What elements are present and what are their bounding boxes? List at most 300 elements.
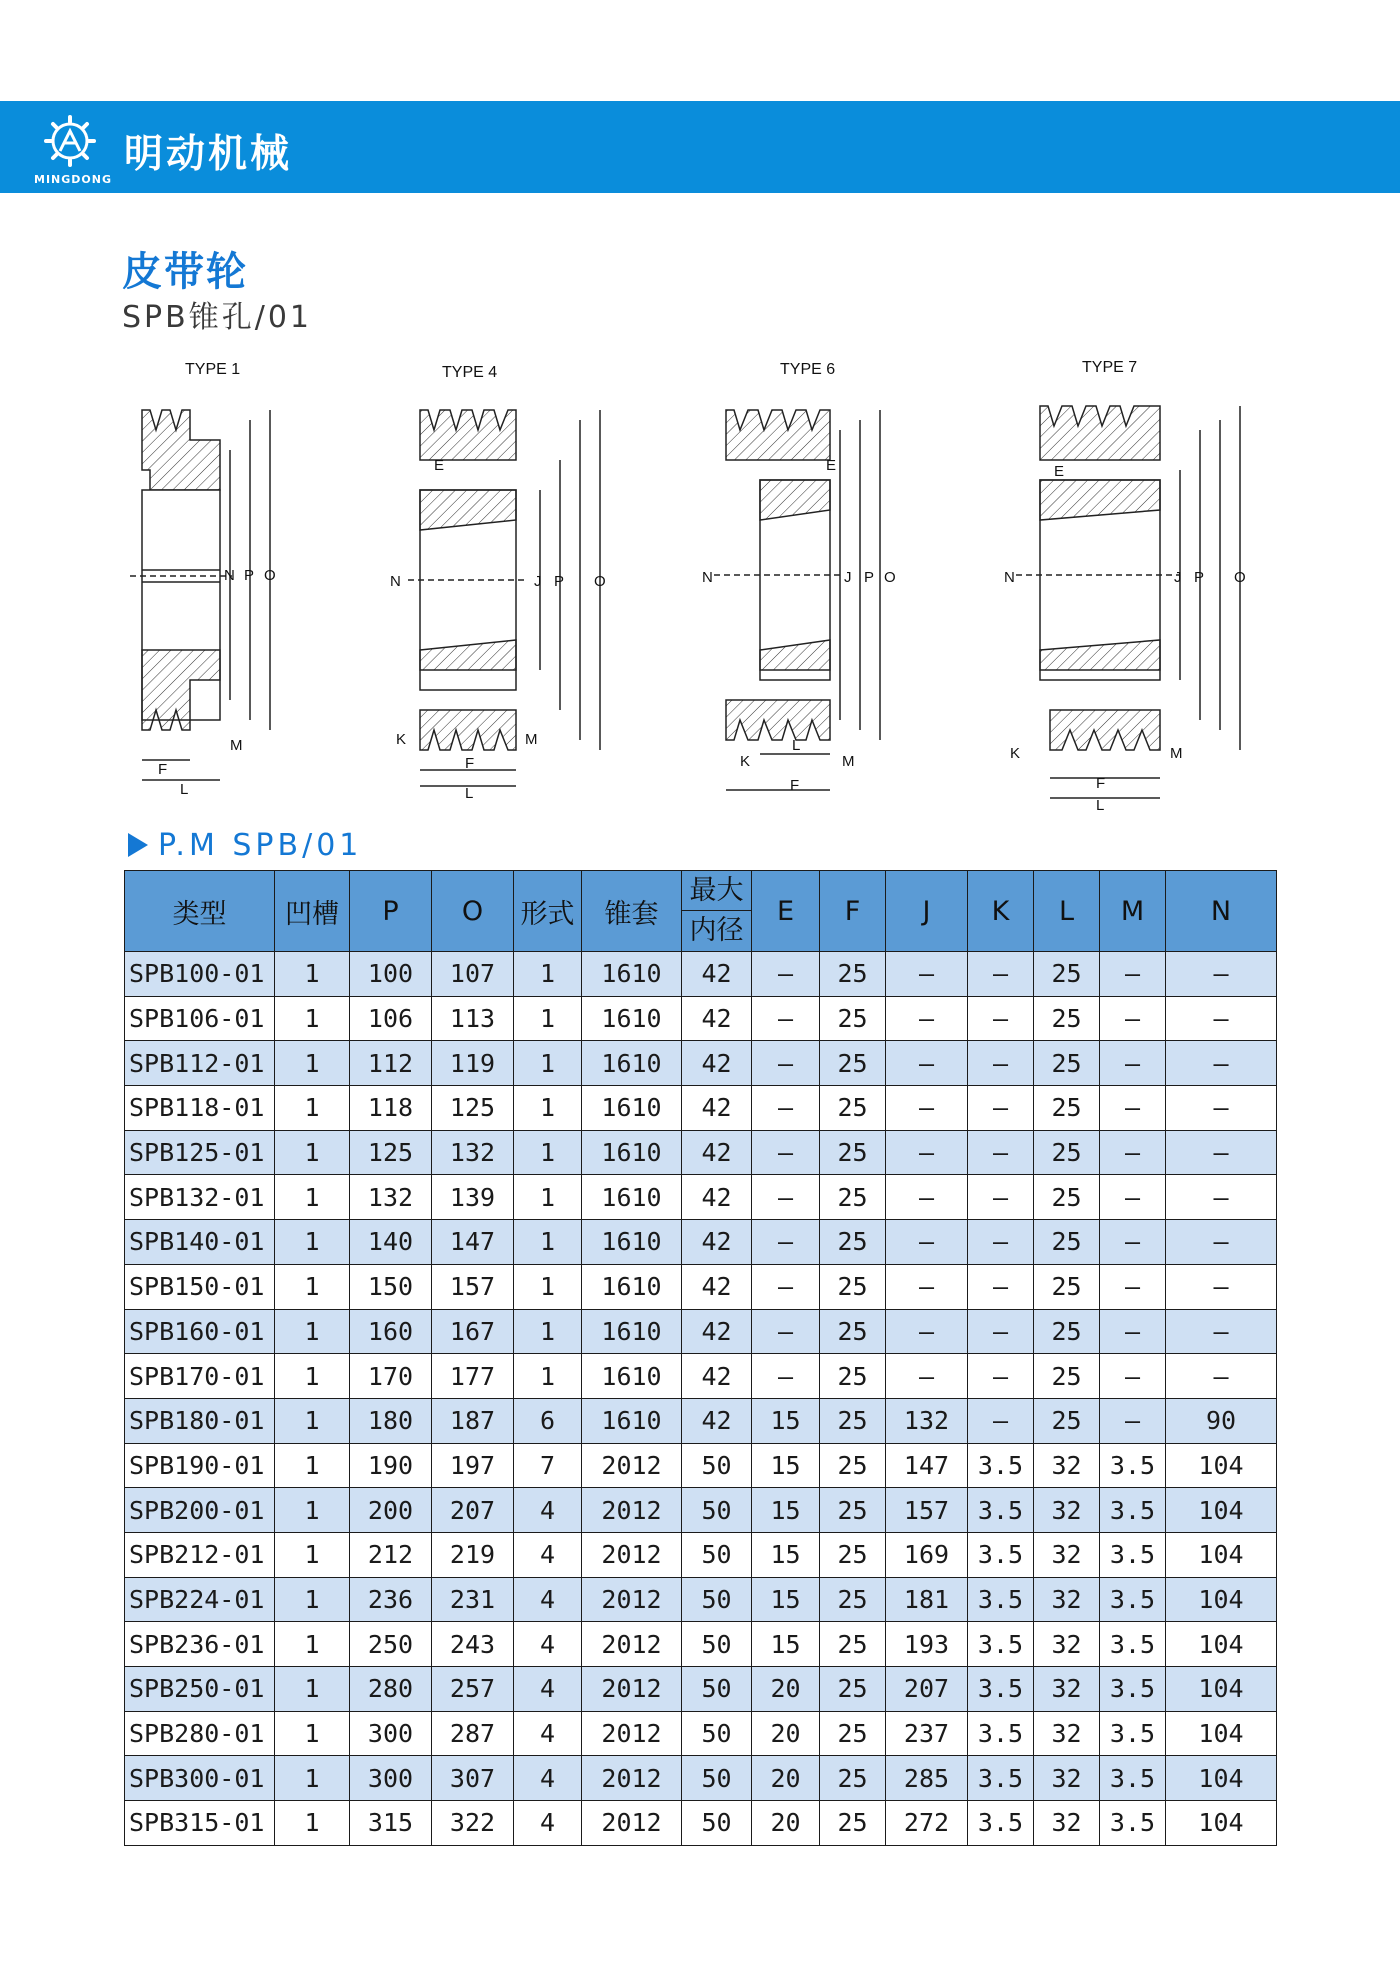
table-cell: 25 xyxy=(820,952,886,997)
technical-drawings xyxy=(120,350,1310,820)
table-cell: 1610 xyxy=(582,1041,682,1086)
table-cell: 42 xyxy=(682,1220,752,1265)
table-cell: — xyxy=(886,1354,968,1399)
col-header: J xyxy=(886,871,968,952)
col-header-bottom: 内径 xyxy=(689,915,744,946)
table-cell: 4 xyxy=(514,1622,582,1667)
svg-text:L: L xyxy=(180,781,189,798)
table-cell: — xyxy=(752,1130,820,1175)
col-header: 类型 xyxy=(125,871,275,952)
table-cell: 200 xyxy=(350,1488,432,1533)
table-cell: 169 xyxy=(886,1532,968,1577)
table-cell: — xyxy=(886,1041,968,1086)
table-cell: 139 xyxy=(432,1175,514,1220)
table-row xyxy=(125,1667,1277,1712)
table-cell: 106 xyxy=(350,996,432,1041)
table-cell: 1 xyxy=(275,1532,350,1577)
table-cell: 1 xyxy=(514,996,582,1041)
table-cell: — xyxy=(968,952,1034,997)
table-cell: 257 xyxy=(432,1667,514,1712)
section-heading xyxy=(128,828,362,863)
table-cell: — xyxy=(886,1264,968,1309)
table-cell: 197 xyxy=(432,1443,514,1488)
svg-text:L: L xyxy=(1096,797,1105,814)
svg-text:N: N xyxy=(1004,569,1015,586)
table-cell: — xyxy=(968,996,1034,1041)
table-cell: — xyxy=(968,1264,1034,1309)
table-cell: 104 xyxy=(1166,1667,1277,1712)
table-cell: 25 xyxy=(820,1756,886,1801)
section-title: P.M SPB/01 xyxy=(158,828,363,863)
model-cell: SPB180-01 xyxy=(125,1398,275,1443)
table-cell: — xyxy=(968,1398,1034,1443)
product-title: 皮带轮 xyxy=(122,249,248,295)
model-cell: SPB190-01 xyxy=(125,1443,275,1488)
table-row xyxy=(125,1041,1277,1086)
table-cell: — xyxy=(752,1175,820,1220)
table-cell: 4 xyxy=(514,1711,582,1756)
table-cell: 25 xyxy=(820,1711,886,1756)
table-cell: 7 xyxy=(514,1443,582,1488)
svg-text:L: L xyxy=(465,785,474,802)
col-header: O xyxy=(432,871,514,952)
table-row xyxy=(125,1264,1277,1309)
table-cell: 25 xyxy=(820,1667,886,1712)
col-header: 锥套 xyxy=(582,871,682,952)
table-cell: 104 xyxy=(1166,1532,1277,1577)
table-cell: 25 xyxy=(1034,1220,1100,1265)
table-cell: 1610 xyxy=(582,1264,682,1309)
table-row xyxy=(125,1309,1277,1354)
table-cell: 160 xyxy=(350,1309,432,1354)
svg-text:M: M xyxy=(525,731,538,748)
table-cell: 25 xyxy=(1034,1086,1100,1131)
table-cell: 25 xyxy=(1034,1264,1100,1309)
svg-text:K: K xyxy=(396,731,407,748)
model-cell: SPB112-01 xyxy=(125,1041,275,1086)
table-cell: 1 xyxy=(275,1622,350,1667)
table-cell: 50 xyxy=(682,1756,752,1801)
table-cell: 1 xyxy=(275,1756,350,1801)
table-cell: 2012 xyxy=(582,1577,682,1622)
triangle-bullet-icon xyxy=(128,833,148,857)
table-cell: 20 xyxy=(752,1801,820,1846)
table-row xyxy=(125,996,1277,1041)
table-cell: — xyxy=(968,1354,1034,1399)
table-row xyxy=(125,1220,1277,1265)
table-cell: 1 xyxy=(275,1711,350,1756)
table-cell: 112 xyxy=(350,1041,432,1086)
table-cell: 237 xyxy=(886,1711,968,1756)
table-cell: 157 xyxy=(432,1264,514,1309)
svg-text:N: N xyxy=(702,569,713,586)
table-row xyxy=(125,1577,1277,1622)
table-cell: 3.5 xyxy=(968,1801,1034,1846)
table-cell: 150 xyxy=(350,1264,432,1309)
table-cell: 50 xyxy=(682,1577,752,1622)
table-cell: 104 xyxy=(1166,1577,1277,1622)
table-cell: 132 xyxy=(350,1175,432,1220)
table-cell: 119 xyxy=(432,1041,514,1086)
table-cell: 15 xyxy=(752,1577,820,1622)
svg-text:O: O xyxy=(264,567,276,584)
table-cell: 300 xyxy=(350,1711,432,1756)
col-header: E xyxy=(752,871,820,952)
table-cell: 3.5 xyxy=(968,1577,1034,1622)
header-band xyxy=(0,101,1400,193)
svg-text:E: E xyxy=(826,457,837,474)
table-cell: 25 xyxy=(820,1488,886,1533)
table-cell: 231 xyxy=(432,1577,514,1622)
table-cell: 4 xyxy=(514,1532,582,1577)
table-cell: 1 xyxy=(514,1086,582,1131)
model-cell: SPB118-01 xyxy=(125,1086,275,1131)
table-cell: 3.5 xyxy=(968,1711,1034,1756)
table-cell: — xyxy=(1166,1086,1277,1131)
table-cell: 207 xyxy=(886,1667,968,1712)
model-cell: SPB224-01 xyxy=(125,1577,275,1622)
type1-label: TYPE 1 xyxy=(185,361,241,378)
table-cell: 3.5 xyxy=(968,1532,1034,1577)
table-cell: 1 xyxy=(275,1354,350,1399)
table-row xyxy=(125,1488,1277,1533)
table-cell: 177 xyxy=(432,1354,514,1399)
table-cell: 25 xyxy=(820,1801,886,1846)
table-cell: — xyxy=(1166,1309,1277,1354)
table-row xyxy=(125,1756,1277,1801)
table-cell: 25 xyxy=(820,1175,886,1220)
table-cell: 1610 xyxy=(582,996,682,1041)
table-row xyxy=(125,1398,1277,1443)
table-cell: 25 xyxy=(820,1443,886,1488)
table-cell: 193 xyxy=(886,1622,968,1667)
table-cell: 207 xyxy=(432,1488,514,1533)
table-row xyxy=(125,1622,1277,1667)
table-row xyxy=(125,1130,1277,1175)
table-cell: 113 xyxy=(432,996,514,1041)
svg-text:P: P xyxy=(554,573,565,590)
spec-table xyxy=(124,870,1277,1846)
table-cell: 1 xyxy=(275,1264,350,1309)
type7-label: TYPE 7 xyxy=(1082,359,1138,376)
table-cell: 285 xyxy=(886,1756,968,1801)
table-cell: 287 xyxy=(432,1711,514,1756)
table-cell: 25 xyxy=(820,1220,886,1265)
table-cell: 125 xyxy=(432,1086,514,1131)
table-cell: — xyxy=(968,1309,1034,1354)
table-cell: 125 xyxy=(350,1130,432,1175)
svg-text:M: M xyxy=(1170,745,1183,762)
table-cell: 42 xyxy=(682,1086,752,1131)
table-cell: — xyxy=(752,996,820,1041)
table-cell: — xyxy=(1100,1264,1166,1309)
table-cell: 4 xyxy=(514,1488,582,1533)
table-cell: 1610 xyxy=(582,1175,682,1220)
table-cell: 15 xyxy=(752,1532,820,1577)
table-cell: — xyxy=(1166,1354,1277,1399)
table-cell: 170 xyxy=(350,1354,432,1399)
svg-text:O: O xyxy=(1234,569,1246,586)
table-cell: 1610 xyxy=(582,1220,682,1265)
table-cell: 1 xyxy=(275,1086,350,1131)
table-cell: — xyxy=(1100,1086,1166,1131)
col-header: 凹槽 xyxy=(275,871,350,952)
logo-word: MINGDONG xyxy=(34,173,112,186)
table-cell: 3.5 xyxy=(1100,1756,1166,1801)
table-cell: 90 xyxy=(1166,1398,1277,1443)
table-cell: — xyxy=(1100,1309,1166,1354)
table-cell: 1 xyxy=(275,1220,350,1265)
col-header: N xyxy=(1166,871,1277,952)
table-cell: 107 xyxy=(432,952,514,997)
table-cell: 1610 xyxy=(582,952,682,997)
table-cell: 147 xyxy=(432,1220,514,1265)
table-cell: — xyxy=(752,1086,820,1131)
svg-text:K: K xyxy=(740,753,751,770)
col-header-top: 最大 xyxy=(682,871,751,911)
table-cell: — xyxy=(1100,1130,1166,1175)
table-cell: 42 xyxy=(682,1041,752,1086)
table-cell: 25 xyxy=(1034,1398,1100,1443)
table-cell: 1 xyxy=(275,1130,350,1175)
svg-text:L: L xyxy=(792,737,801,754)
table-cell: 3.5 xyxy=(1100,1532,1166,1577)
table-cell: — xyxy=(886,996,968,1041)
svg-text:M: M xyxy=(842,753,855,770)
table-cell: 272 xyxy=(886,1801,968,1846)
table-cell: 15 xyxy=(752,1488,820,1533)
table-cell: 25 xyxy=(820,1577,886,1622)
table-cell: 3.5 xyxy=(968,1443,1034,1488)
pulley-drawings-svg xyxy=(120,350,1310,820)
table-cell: 104 xyxy=(1166,1801,1277,1846)
table-cell: 280 xyxy=(350,1667,432,1712)
svg-text:O: O xyxy=(594,573,606,590)
col-header: 形式 xyxy=(514,871,582,952)
svg-text:E: E xyxy=(1054,463,1065,480)
svg-text:K: K xyxy=(1010,745,1021,762)
model-cell: SPB300-01 xyxy=(125,1756,275,1801)
model-cell: SPB100-01 xyxy=(125,952,275,997)
table-cell: — xyxy=(968,1220,1034,1265)
table-cell: 32 xyxy=(1034,1443,1100,1488)
table-cell: 2012 xyxy=(582,1488,682,1533)
table-cell: 3.5 xyxy=(1100,1577,1166,1622)
table-cell: — xyxy=(1100,1354,1166,1399)
table-cell: — xyxy=(1166,1130,1277,1175)
table-cell: — xyxy=(1166,996,1277,1041)
table-cell: 2012 xyxy=(582,1667,682,1712)
table-cell: 1 xyxy=(275,1309,350,1354)
table-cell: — xyxy=(886,1175,968,1220)
table-cell: 219 xyxy=(432,1532,514,1577)
table-cell: 236 xyxy=(350,1577,432,1622)
table-cell: 1610 xyxy=(582,1309,682,1354)
table-cell: 104 xyxy=(1166,1443,1277,1488)
table-cell: 42 xyxy=(682,1264,752,1309)
table-cell: — xyxy=(968,1086,1034,1131)
table-cell: 50 xyxy=(682,1443,752,1488)
table-cell: 132 xyxy=(886,1398,968,1443)
table-row xyxy=(125,1711,1277,1756)
svg-text:P: P xyxy=(244,567,255,584)
table-cell: 15 xyxy=(752,1398,820,1443)
table-cell: 315 xyxy=(350,1801,432,1846)
model-cell: SPB315-01 xyxy=(125,1801,275,1846)
table-cell: 1 xyxy=(275,1398,350,1443)
table-cell: 3.5 xyxy=(968,1488,1034,1533)
table-cell: 1 xyxy=(514,1309,582,1354)
table-cell: — xyxy=(886,1309,968,1354)
model-cell: SPB160-01 xyxy=(125,1309,275,1354)
table-cell: 187 xyxy=(432,1398,514,1443)
table-cell: 32 xyxy=(1034,1756,1100,1801)
model-cell: SPB140-01 xyxy=(125,1220,275,1265)
table-cell: 250 xyxy=(350,1622,432,1667)
table-row xyxy=(125,1086,1277,1131)
model-cell: SPB106-01 xyxy=(125,996,275,1041)
table-cell: 307 xyxy=(432,1756,514,1801)
table-row xyxy=(125,1532,1277,1577)
table-cell: 50 xyxy=(682,1711,752,1756)
table-cell: — xyxy=(752,1354,820,1399)
table-cell: 50 xyxy=(682,1488,752,1533)
model-cell: SPB200-01 xyxy=(125,1488,275,1533)
table-cell: 15 xyxy=(752,1443,820,1488)
table-cell: — xyxy=(886,1220,968,1265)
table-cell: 1 xyxy=(275,952,350,997)
table-cell: — xyxy=(1166,1264,1277,1309)
table-cell: 42 xyxy=(682,1130,752,1175)
table-cell: 32 xyxy=(1034,1532,1100,1577)
table-cell: — xyxy=(1100,1398,1166,1443)
table-cell: 25 xyxy=(1034,1175,1100,1220)
table-row xyxy=(125,1175,1277,1220)
product-subtitle: SPB锥孔/01 xyxy=(122,300,312,335)
table-cell: 3.5 xyxy=(1100,1801,1166,1846)
col-header: M xyxy=(1100,871,1166,952)
table-cell: 243 xyxy=(432,1622,514,1667)
table-cell: — xyxy=(1166,1041,1277,1086)
table-cell: 3.5 xyxy=(968,1756,1034,1801)
table-cell: — xyxy=(968,1041,1034,1086)
table-cell: 132 xyxy=(432,1130,514,1175)
table-cell: — xyxy=(1166,1175,1277,1220)
table-cell: 2012 xyxy=(582,1532,682,1577)
table-cell: 104 xyxy=(1166,1756,1277,1801)
table-cell: 157 xyxy=(886,1488,968,1533)
table-cell: 2012 xyxy=(582,1443,682,1488)
type6-label: TYPE 6 xyxy=(780,361,836,378)
table-cell: 32 xyxy=(1034,1488,1100,1533)
table-cell: 3.5 xyxy=(1100,1488,1166,1533)
table-cell: 100 xyxy=(350,952,432,997)
model-cell: SPB212-01 xyxy=(125,1532,275,1577)
table-cell: 181 xyxy=(886,1577,968,1622)
table-cell: 42 xyxy=(682,996,752,1041)
table-cell: 300 xyxy=(350,1756,432,1801)
table-cell: 42 xyxy=(682,1175,752,1220)
table-cell: — xyxy=(1166,952,1277,997)
model-cell: SPB150-01 xyxy=(125,1264,275,1309)
table-cell: 104 xyxy=(1166,1711,1277,1756)
table-cell: 50 xyxy=(682,1622,752,1667)
table-cell: — xyxy=(886,1130,968,1175)
table-cell: 20 xyxy=(752,1667,820,1712)
table-cell: 1610 xyxy=(582,1398,682,1443)
table-cell: 1 xyxy=(514,1264,582,1309)
table-cell: 2012 xyxy=(582,1801,682,1846)
table-cell: — xyxy=(752,1264,820,1309)
table-cell: 50 xyxy=(682,1667,752,1712)
table-cell: 4 xyxy=(514,1667,582,1712)
table-cell: 50 xyxy=(682,1532,752,1577)
svg-text:F: F xyxy=(790,777,800,794)
table-cell: 4 xyxy=(514,1756,582,1801)
model-cell: SPB132-01 xyxy=(125,1175,275,1220)
table-cell: 25 xyxy=(1034,1354,1100,1399)
table-cell: 32 xyxy=(1034,1711,1100,1756)
table-cell: 104 xyxy=(1166,1622,1277,1667)
svg-text:N: N xyxy=(390,573,401,590)
table-cell: 32 xyxy=(1034,1577,1100,1622)
table-cell: 6 xyxy=(514,1398,582,1443)
table-cell: — xyxy=(1100,952,1166,997)
brand-name: 明动机械 xyxy=(124,132,293,177)
table-cell: 1 xyxy=(514,1130,582,1175)
table-cell: 118 xyxy=(350,1086,432,1131)
table-cell: 42 xyxy=(682,1309,752,1354)
table-cell: 1610 xyxy=(582,1086,682,1131)
table-row xyxy=(125,1443,1277,1488)
col-header-max-bore xyxy=(682,871,752,952)
table-cell: 32 xyxy=(1034,1622,1100,1667)
table-row xyxy=(125,1801,1277,1846)
svg-text:P: P xyxy=(1194,569,1205,586)
table-cell: — xyxy=(752,952,820,997)
type4-label: TYPE 4 xyxy=(442,364,498,381)
table-cell: — xyxy=(1100,1041,1166,1086)
table-cell: 3.5 xyxy=(1100,1443,1166,1488)
table-cell: 3.5 xyxy=(1100,1622,1166,1667)
table-cell: 25 xyxy=(1034,1309,1100,1354)
table-cell: — xyxy=(968,1130,1034,1175)
svg-text:E: E xyxy=(434,457,445,474)
table-cell: 25 xyxy=(820,1532,886,1577)
svg-text:J: J xyxy=(844,569,852,586)
table-cell: 212 xyxy=(350,1532,432,1577)
table-cell: 25 xyxy=(1034,1130,1100,1175)
type1-drawing xyxy=(130,410,270,780)
table-cell: 25 xyxy=(820,1622,886,1667)
svg-text:F: F xyxy=(1096,775,1106,792)
table-cell: — xyxy=(968,1175,1034,1220)
table-cell: 1610 xyxy=(582,1130,682,1175)
table-cell: 1 xyxy=(275,1041,350,1086)
table-cell: 2012 xyxy=(582,1711,682,1756)
table-cell: 1 xyxy=(275,1443,350,1488)
model-cell: SPB280-01 xyxy=(125,1711,275,1756)
table-cell: 50 xyxy=(682,1801,752,1846)
table-cell: — xyxy=(752,1220,820,1265)
col-header: F xyxy=(820,871,886,952)
table-cell: 1 xyxy=(275,1577,350,1622)
svg-text:F: F xyxy=(465,755,475,772)
table-cell: 1 xyxy=(275,996,350,1041)
table-cell: — xyxy=(886,1086,968,1131)
table-cell: 2012 xyxy=(582,1622,682,1667)
table-cell: 180 xyxy=(350,1398,432,1443)
